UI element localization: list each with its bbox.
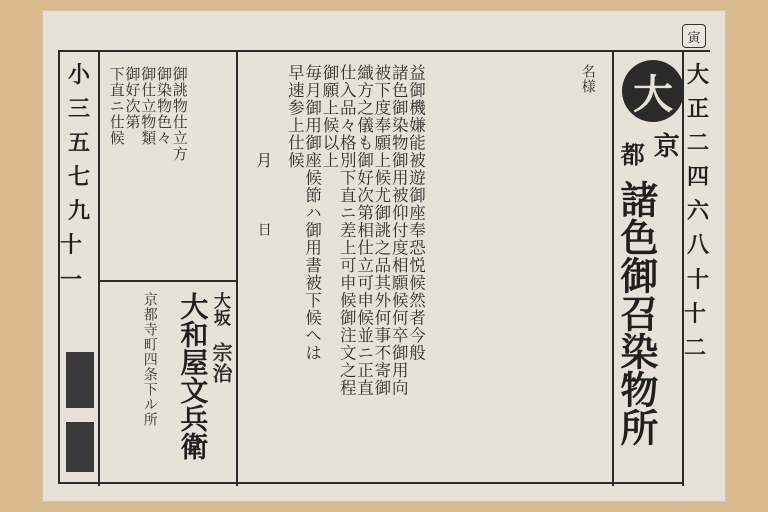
left-line: 御誂物仕立方 <box>170 66 189 162</box>
calendar-month: 七 <box>67 164 90 191</box>
calendar-left-column <box>60 52 100 486</box>
dai-emblem: 大 <box>622 60 684 122</box>
printed-sheet <box>42 10 726 502</box>
header-column <box>612 52 712 486</box>
left-line: 御仕立物類 <box>139 66 158 146</box>
body-line: 仕入品々格別下直ニ差上可申候御注文之程 <box>337 64 357 397</box>
body-line: 益御機嫌能被遊御座奉恐悦候然者今般 <box>406 64 426 362</box>
calendar-month: 六 <box>686 198 709 225</box>
body-line: 毎月御用御座候節ハ御用書被下候へは <box>302 64 322 362</box>
body-line: 被下度奉願上候尤御誂之品其外何事不寄御 <box>371 64 391 397</box>
body-line: 御願上候以上 <box>319 64 339 169</box>
document-frame <box>58 30 710 484</box>
calendar-month: 二 <box>686 130 709 157</box>
left-line: 御好次第 <box>123 66 142 130</box>
calendar-month: 十 <box>686 266 709 293</box>
body-line: 諸色御染物御用被仰付度相願候何卒御用向 <box>389 64 409 397</box>
addressee: 名様 <box>579 64 596 94</box>
title-main: 諸色御召染物所 <box>613 180 659 446</box>
shop-address: 京都寺町四条下ル所 <box>141 292 158 427</box>
calendar-month: 十一 <box>60 232 83 293</box>
calendar-right-column <box>682 52 712 486</box>
calendar-month: 八 <box>686 232 709 259</box>
shop-name: 大和屋文兵衛 <box>176 292 210 460</box>
calendar-month: 正 <box>686 96 709 123</box>
title-top: 京 <box>649 132 680 158</box>
calendar-month: 五 <box>67 130 90 157</box>
body-text <box>286 64 425 474</box>
calendar-month: 四 <box>686 164 709 191</box>
divider <box>100 280 236 282</box>
title-small: 都 <box>616 142 646 166</box>
left-text-block <box>108 66 187 276</box>
divider-vertical <box>236 52 238 486</box>
left-lines <box>108 66 187 276</box>
calendar-month: 大 <box>686 62 709 88</box>
corner-seal: 寅 <box>682 24 706 48</box>
shop-extra: 宗治 <box>209 342 233 384</box>
body-lines <box>286 64 425 474</box>
calendar-month: 九 <box>67 198 90 225</box>
calendar-month: 三 <box>67 96 90 123</box>
black-block <box>66 422 94 472</box>
shop-agent: 大坂 <box>209 292 230 326</box>
calendar-left-list <box>60 52 98 297</box>
date-day: 日 <box>255 222 272 236</box>
calendar-right-list <box>684 52 712 365</box>
calendar-month: 十二 <box>684 300 707 361</box>
left-line: 御染物色々 <box>155 66 173 146</box>
calendar-month: 小 <box>67 62 90 88</box>
body-line: 早速参上仕候 <box>285 64 305 169</box>
left-line: 下直ニ仕候 <box>107 66 126 146</box>
black-block <box>66 352 94 408</box>
date-month: 月 <box>253 152 273 168</box>
body-line: 織方之儀も御好次第相仕立可申候並ニ正直 <box>354 64 374 397</box>
